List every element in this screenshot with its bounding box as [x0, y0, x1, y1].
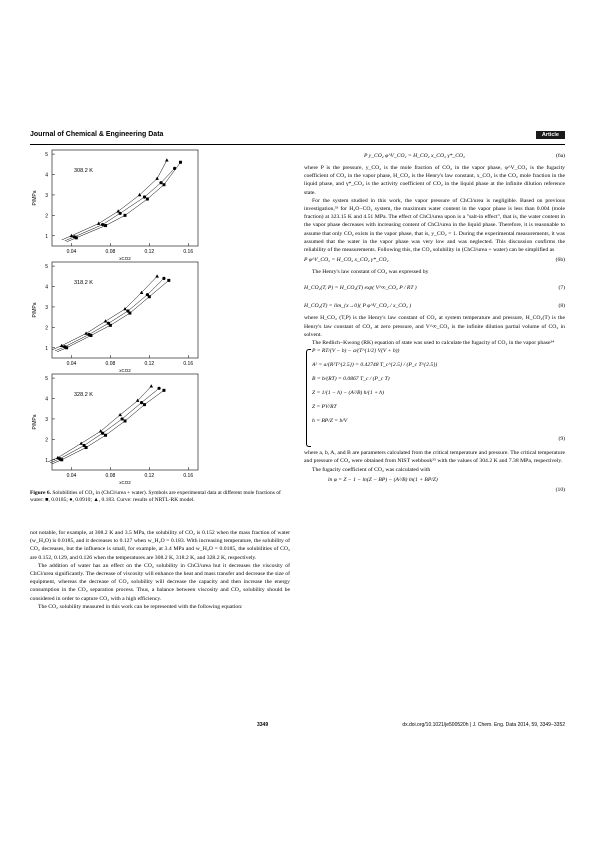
caption-text: Solubilities of CO₂ in (ChCl/urea + water). Symbols are experimental data at different mole fractions of water: ■, 0.0185; ●, 0.0910; ▲, 0.183. Curve: results of NRTL-RK model. — [30, 490, 281, 504]
panel-temperature-label: 308.2 K — [74, 168, 93, 174]
data-point-triangle — [99, 429, 103, 432]
header-rule — [30, 144, 565, 145]
model-curve — [48, 386, 151, 462]
panel-temperature-label: 328.2 K — [74, 392, 93, 398]
y-tick-label: 2 — [45, 213, 48, 220]
equation-body: P φ^V_CO₂ = H_CO₂ x_CO₂ γ*_CO₂ — [304, 257, 389, 264]
doi-citation: dx.doi.org/10.1021/je500520h | J. Chem. Eng. Data 2014, 59, 3349−3352 — [402, 722, 565, 728]
data-point-circle — [162, 277, 165, 280]
y-tick-label: 2 — [45, 437, 48, 444]
data-point-square — [104, 434, 107, 437]
x-tick-label: 0.08 — [105, 249, 116, 255]
equation-number: (8) — [558, 303, 565, 310]
equation-brace — [306, 349, 311, 447]
data-point-circle — [126, 309, 129, 312]
data-point-circle — [120, 417, 123, 420]
data-point-circle — [140, 401, 143, 404]
journal-name: Journal of Chemical & Engineering Data — [30, 131, 164, 138]
data-point-circle — [143, 195, 146, 198]
y-tick-label: 5 — [45, 376, 48, 383]
data-point-triangle — [60, 344, 64, 347]
y-axis-label: P/MPa — [32, 302, 38, 318]
data-point-square — [179, 161, 182, 164]
y-axis-label: P/MPa — [32, 414, 38, 430]
paragraph: where P is the pressure, y_CO₂ is the mole fraction of CO₂ in the vapor phase, φ^V_CO₂ is the fugacity coefficient of CO₂ in the vapor phase, H_CO₂ is the Henry's law constant, x_CO₂ is the CO₂ mole fraction in the liquid phase, and γ*_CO₂ is the activity coefficient of CO₂ in the liquid phase at the infinite dilution reference state. — [304, 165, 565, 196]
data-point-triangle — [118, 413, 122, 416]
y-tick-label: 4 — [45, 172, 48, 179]
page-number: 3349 — [257, 722, 269, 728]
equation-6a — [304, 150, 565, 164]
left-column-text — [30, 529, 290, 611]
equation-number: (9) — [558, 436, 565, 443]
data-point-square — [124, 214, 127, 217]
data-point-circle — [73, 235, 76, 238]
paragraph: The addition of water has an effect on the CO₂ solubility in ChCl/urea but it decreases the viscosity of ChCl/urea significantly. The decrease of viscosity will enhance the heat and mass transfer and decrease the size of equipment, whereas the decrease of CO₂ solubility will decrease the capacity and then increase the energy consumption in the CO₂ separation process. Thus, a balance between viscosity and CO₂ solubility should be considered in order to capture CO₂ with a high efficiency. — [30, 562, 290, 602]
data-point-triangle — [84, 331, 88, 334]
figure-6 — [30, 148, 290, 493]
paragraph: For the system studied in this work, the vapor pressure of ChCl/urea is negligible. Based on previous investigation,³³ for H₂O−CO₂ system, the maximum water content in the vapor phase is less than 0.004 (mole fraction) at 323.15 K and 4.51 MPa. The effect of ChCl/urea upon is a "salt-in effect", that is, the water content in the vapor phase decreases with increasing content of ChCl/urea in the liquid phase. Therefore, it is reasonable to assume that only CO₂ exists in the vapor phase, that is, y_CO₂ = 1. During the experimental measurements, it was assumed that the water in the vapor phase was very low and was neglected. This discussion confirms the reliability of the measurements. Following this, the CO₂ solubility in (ChCl/urea + water) can be simplified as — [304, 197, 565, 254]
x-tick-label: 0.04 — [66, 473, 77, 479]
model-curve — [52, 390, 164, 464]
y-tick-label: 4 — [45, 396, 48, 403]
caption-label: Figure 6. — [30, 490, 51, 496]
right-column-text — [304, 150, 565, 498]
data-point-triangle — [165, 158, 169, 161]
data-point-square — [162, 389, 165, 392]
model-curve — [57, 280, 169, 352]
x-tick-label: 0.12 — [144, 249, 155, 255]
data-point-circle — [87, 333, 90, 336]
equation-line: B = b/(RT) = 0.0867 T_c / (P_c T) — [312, 376, 390, 383]
equation-line: h = BP/Z = b/V — [312, 418, 348, 425]
equation-number: (7) — [558, 285, 565, 292]
equation-line: Z = PV/RT — [312, 404, 337, 411]
equation-body: ln φ = Z − 1 − ln(Z − BP) − (A²/B) ln(1 + BP/Z) — [328, 476, 438, 483]
data-point-triangle — [155, 177, 159, 180]
equation-line: A² = a/(R²T^{2.5}) = 0.42748 T_c^{2.5} / (P_c T^{2.5}) — [312, 362, 438, 369]
x-tick-label: 0.16 — [183, 361, 194, 367]
paragraph: The Redlich−Kwong (RK) equation of state was used to calculate the fugacity of CO₂ in the vapor phase³⁴ — [312, 340, 555, 347]
equation-number: (6a) — [555, 153, 565, 159]
panel-temperature-label: 318.2 K — [74, 280, 93, 286]
data-point-circle — [63, 345, 66, 348]
model-curve — [50, 388, 159, 463]
equation-line: P = RT/(V − b) − a/(T^{1/2} V(V + b)) — [312, 348, 400, 355]
data-point-triangle — [116, 209, 120, 212]
paragraph: The Henry's law constant of CO₂ was expressed by — [312, 269, 429, 276]
x-tick-label: 0.16 — [183, 249, 194, 255]
data-point-square — [162, 183, 165, 186]
data-point-circle — [173, 167, 176, 170]
x-tick-label: 0.12 — [144, 361, 155, 367]
data-point-circle — [157, 387, 160, 390]
equation-number: (6b) — [555, 257, 565, 264]
model-curve — [55, 278, 164, 351]
equation-8 — [304, 300, 565, 314]
data-point-triangle — [97, 222, 101, 225]
y-tick-label: 1 — [45, 345, 48, 352]
y-tick-label: 1 — [45, 233, 48, 240]
paragraph: not notable, for example, at 308.2 K and 3.5 MPa, the solubility of CO₂ is 0.152 when the mass fraction of water (w_H₂O) is 0.0185, and it decreases to 0.127 when w_H₂O = 0.183. With increasing temperature, the solubility of CO₂ decreases, but the influence is small, for example, at 3.4 MPa and w_H₂O = 0.0185, the solubilities of CO₂ are 0.152, 0.129, and 0.126 when the temperatures are 308.2 K, 318.2 K, and 328.2 K, respectively. — [30, 530, 290, 561]
y-tick-label: 2 — [45, 325, 48, 332]
data-point-triangle — [79, 441, 83, 444]
equation-9 — [304, 347, 565, 449]
data-point-triangle — [104, 319, 108, 322]
figure-6-svg — [30, 148, 290, 488]
x-tick-label: 0.16 — [183, 473, 194, 479]
data-point-square — [124, 419, 127, 422]
equation-number: (10) — [555, 486, 565, 493]
y-axis-label: P/MPa — [32, 190, 38, 206]
data-point-square — [143, 403, 146, 406]
running-header — [30, 131, 565, 143]
equation-body: H_CO₂(T) = lim_{x→0}( P φ^V_CO₂ / x_CO₂ ) — [304, 303, 412, 310]
y-tick-label: 3 — [45, 304, 48, 311]
x-tick-label: 0.08 — [105, 473, 116, 479]
x-axis-label: xCO2 — [119, 368, 131, 373]
y-tick-label: 4 — [45, 284, 48, 291]
equation-line: Z = 1/(1 − h) − (A²/B) h/(1 + h) — [312, 390, 384, 397]
data-point-circle — [101, 223, 104, 226]
x-tick-label: 0.12 — [144, 473, 155, 479]
data-point-triangle — [149, 384, 153, 387]
paragraph: where a, b, A, and B are parameters calculated from the critical temperature and pressure. The critical temperature and pressure of CO₂ were obtained from NIST webbook³⁵ with the values of 304.2 K and 7.38 MPa, respectively. — [304, 450, 565, 465]
equation-10 — [304, 474, 565, 498]
paragraph: where H_CO₂ (T,P) is the Henry's law constant of CO₂ at system temperature and pressure, H_CO₂(T) is the Henry's law constant of CO₂ at zero pressure, and V^∞_CO₂ is the infinite dilution partial volume of CO₂ in solvent. — [304, 315, 565, 338]
y-tick-label: 1 — [45, 457, 48, 464]
plot-frame — [52, 150, 198, 246]
data-point-square — [167, 279, 170, 282]
x-axis-label: xCO2 — [119, 256, 131, 261]
equation-body: P y_CO₂ φ^V_CO₂ = H_CO₂ x_CO₂ γ*_CO₂ — [364, 153, 465, 159]
y-tick-label: 5 — [45, 264, 48, 271]
y-tick-label: 3 — [45, 416, 48, 423]
x-tick-label: 0.08 — [105, 361, 116, 367]
x-tick-label: 0.04 — [66, 249, 77, 255]
model-curve — [67, 162, 181, 242]
paragraph: The fugacity coefficient of CO₂ was calculated with — [312, 466, 431, 473]
data-point-triangle — [155, 274, 159, 277]
data-point-square — [146, 198, 149, 201]
equation-body: H_CO₂(T, P) = H_CO₂(T) exp( V^∞_CO₂ P / RT ) — [304, 285, 417, 292]
y-tick-label: 3 — [45, 192, 48, 199]
x-tick-label: 0.04 — [66, 361, 77, 367]
data-point-circle — [146, 293, 149, 296]
data-point-square — [104, 224, 107, 227]
data-point-circle — [107, 322, 110, 325]
model-curve — [52, 276, 157, 350]
data-point-circle — [83, 444, 86, 447]
equation-7 — [304, 276, 565, 300]
y-tick-label: 5 — [45, 152, 48, 159]
equation-6b — [304, 254, 565, 268]
paragraph: The CO₂ solubility measured in this work can be represented with the following equation: — [38, 603, 243, 610]
data-point-circle — [159, 181, 162, 184]
figure-caption — [30, 490, 290, 505]
article-badge: Article — [536, 131, 565, 139]
x-axis-label: xCO2 — [119, 480, 131, 485]
